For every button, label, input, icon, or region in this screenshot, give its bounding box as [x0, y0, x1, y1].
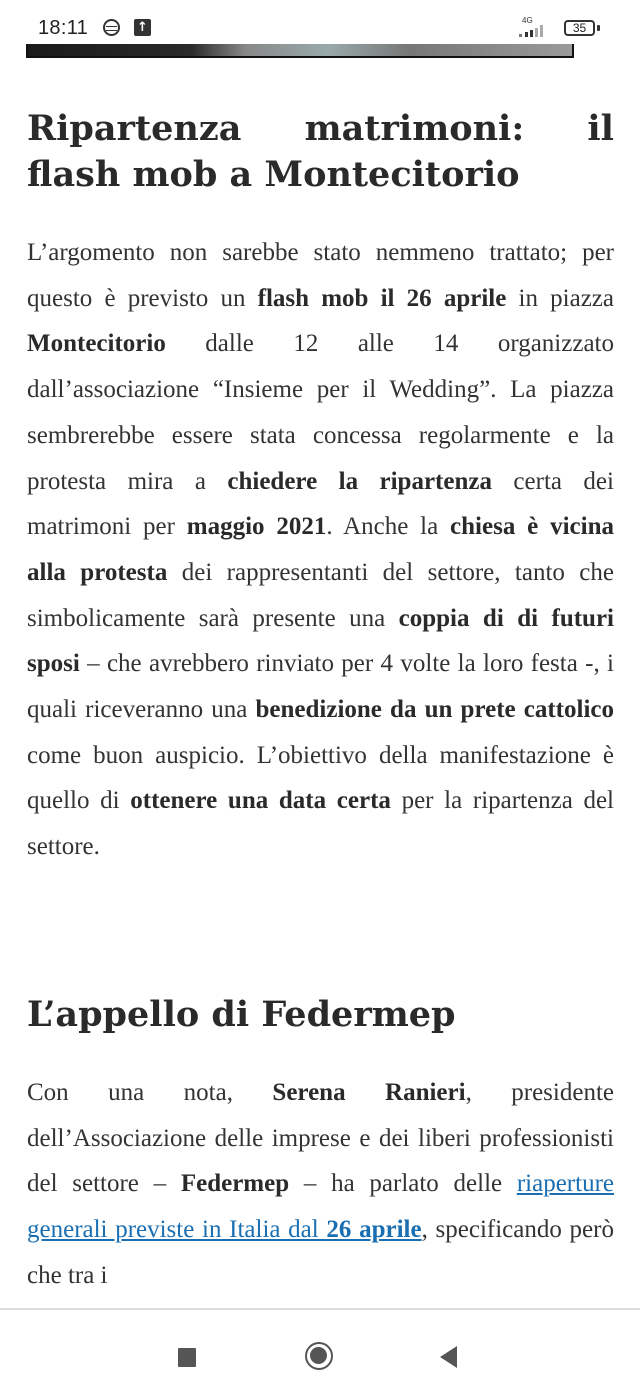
home-button[interactable] — [305, 1342, 333, 1370]
bold-text: coppia di di futuri sposi — [27, 604, 614, 678]
text-run: dalle 12 alle 14 organizzato dall’associazione “Insieme per il Wedding”. La piazza sembrerebbe essere stata concessa regolarmente e la protesta mira a — [27, 330, 614, 495]
text-run: L’argomento non sarebbe stato nemmeno trattato; per questo è previsto un — [27, 239, 614, 312]
bold-text: Serena Ranieri — [272, 1079, 466, 1106]
text-run: – ha parlato delle — [289, 1170, 517, 1198]
text-run: , specificando però che tra i — [27, 1216, 614, 1289]
article-link[interactable]: riaperture generali previste in Italia dal — [27, 1170, 614, 1244]
network-type: 4G — [522, 16, 533, 25]
bold-text: benedizione da un prete cattolico — [255, 696, 614, 724]
article-link[interactable]: 26 aprile — [326, 1216, 422, 1244]
bold-text: Federmep — [180, 1170, 290, 1198]
back-button[interactable] — [440, 1346, 457, 1368]
bold-text: chiedere la ripartenza — [227, 467, 492, 495]
text-run: in piazza — [506, 284, 614, 312]
text-run: per la ripartenza del settore. — [27, 787, 614, 861]
bold-text: flash mob il 26 aprile — [257, 284, 507, 312]
recent-apps-button[interactable] — [178, 1348, 196, 1367]
text-run: – che avrebbero rinviato per 4 volte la loro festa -, i quali riceveranno una — [27, 650, 614, 724]
article-image-bottom-edge — [26, 44, 574, 58]
article-paragraph-2 — [27, 1070, 614, 1299]
section-heading-ripartenza — [27, 105, 614, 152]
text-run: Con una nota, — [27, 1079, 273, 1106]
upload-notification-icon: ↑ — [134, 19, 151, 36]
text-run: dei rappresentanti del settore, tanto che simbolicamente sarà presente una — [27, 558, 614, 632]
bold-text: maggio 2021 — [186, 513, 327, 541]
battery-tip — [597, 25, 600, 31]
article-paragraph-1 — [27, 230, 614, 870]
text-run: certa dei matrimoni per — [27, 467, 614, 541]
text-run: come buon auspicio. L’obiettivo della manifestazione è quello di — [27, 741, 614, 815]
battery-icon: 35 — [564, 20, 595, 36]
bold-text: ottenere una data certa — [130, 787, 391, 815]
text-run: , presidente dell’Associazione delle imprese e dei liberi professionisti del settore – — [27, 1079, 614, 1198]
status-bar — [0, 0, 640, 44]
signal-strength-icon — [519, 25, 553, 37]
section-heading-federmep: L’appello di Federmep — [27, 994, 456, 1035]
android-navigation-bar — [0, 1308, 640, 1388]
heading-word: il — [587, 108, 614, 149]
section-heading-ripartenza-line2: flash mob a Montecitorio — [27, 154, 520, 195]
text-run: . Anche la — [326, 513, 451, 541]
vpn-globe-icon — [103, 19, 120, 36]
bold-text: chiesa è vicina alla protesta — [27, 513, 614, 586]
clock: 18:11 — [38, 17, 89, 39]
heading-word: Ripartenza — [27, 108, 242, 149]
bold-text: Montecitorio — [27, 330, 166, 358]
heading-word: matrimoni: — [304, 108, 525, 149]
